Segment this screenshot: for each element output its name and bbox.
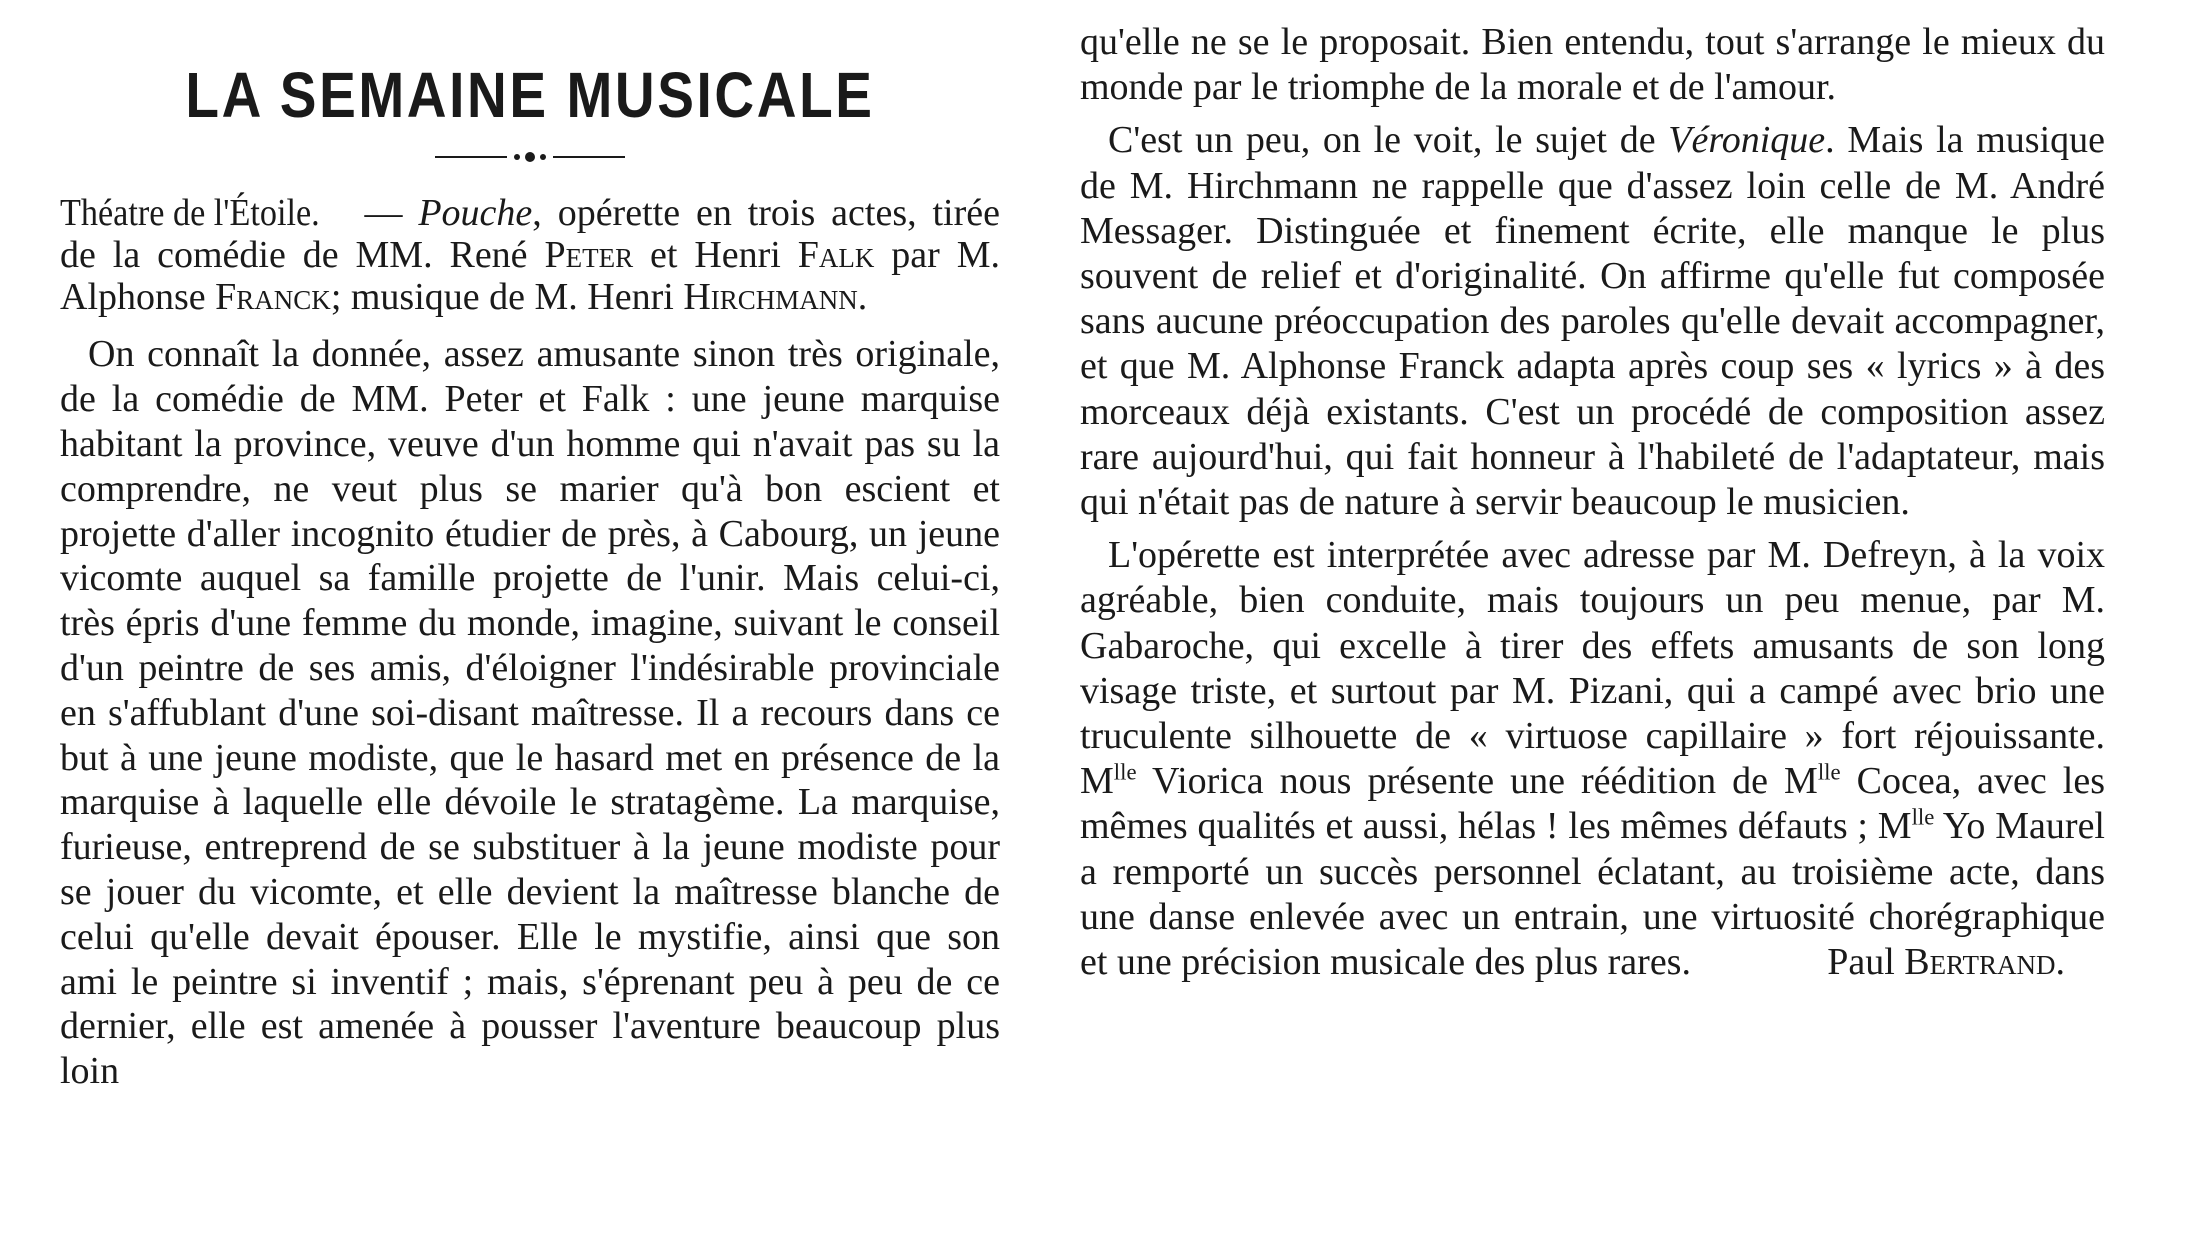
title-abbreviation: lle — [1911, 804, 1935, 830]
paragraph-text: C'est un peu, on le voit, le sujet de — [1108, 119, 1669, 162]
left-column — [60, 40, 1000, 1094]
heading-text: . — [857, 276, 868, 319]
heading-text: ; musique de M. Henri — [330, 276, 684, 319]
review-heading — [60, 192, 1000, 318]
cast-paragraph — [1080, 533, 2105, 985]
author-name: Falk — [797, 234, 875, 277]
title-abbreviation: lle — [1817, 759, 1841, 785]
author-signature — [1799, 940, 2065, 985]
paragraph-text: . Mais la musique de M. Hirchmann ne rappelle que d'assez loin celle de M. André Messager. Distinguée et finement écrite, elle manque le plus souvent de relief et d'originalité. On affirme qu'elle fut composée sans aucune préoccupation des paroles qu'elle devait accompagner, et que M. Alphonse Franck adapta après coup ses « lyrics » à des morceaux déjà existants. C'est un procédé de composition assez rare aujourd'hui, qui fait honneur à l'habileté de l'adaptateur, mais qui n'était pas de nature à servir beaucoup le musicien. — [1080, 119, 2105, 524]
signature-last-name: Bertrand — [1904, 941, 2056, 984]
right-column — [1080, 20, 2105, 985]
paragraph-text: L'opérette est interprétée avec adresse par M. Defreyn, à la voix agréable, bien conduite, mais toujours un peu menue, par M. Gabaroche, qui excelle à tirer des effets amusants de son long visage triste, et surtout par M. Pizani, qui a campé avec brio une truculente silhouette de « virtuose capillaire » fort réjouissante. M — [1080, 534, 2105, 803]
work-title: Pouche — [418, 192, 533, 235]
work-reference: Véronique — [1668, 119, 1826, 162]
plot-paragraph: On connaît la donnée, assez amusante sinon très originale, de la comédie de MM. Peter et Falk : une jeune marquise habitant la province, veuve d'un homme qui n'avait pas su la comprendre, ne veut plus se marier qu'à bon escient et projette d'aller incognito étudier de près, à Cabourg, un jeune vicomte auquel sa famille projette de l'unir. Mais celui-ci, très épris d'une femme du monde, imagine, suivant le conseil d'un peintre de ses amis, d'éloigner l'indésirable provinciale en s'affublant d'une soi-disant maîtresse. Il a recours dans ce but à une jeune modiste, que le hasard met en présence de la marquise à laquelle elle dévoile le stratagème. La marquise, furieuse, entreprend de se substituer à la jeune modiste pour se jouer du vicomte, et elle devient la maîtresse blanche de celui qu'elle devait épouser. Elle le mystifie, ainsi que son ami le peintre si inventif ; mais, s'éprenant peu à peu de ce dernier, elle est amenée à pousser l'aventure beaucoup plus loin — [60, 333, 1000, 1093]
paragraph-text: Yo Maurel a remporté un succès personnel éclatant, au troisième acte, dans une danse enlevée avec un entrain, une virtuosité chorégraphique et une précision musicale des plus rares. — [1080, 805, 2105, 984]
librettist-name: Franck — [215, 276, 331, 319]
continued-paragraph: qu'elle ne se le proposait. Bien entendu, tout s'arrange le mieux du monde par le triomphe de la morale et de l'amour. — [1080, 21, 2105, 109]
heading-text: par M. Alphonse — [60, 234, 1001, 319]
venue-name: Théatre de l'Étoile. — [60, 192, 320, 235]
signature-first-name: Paul — [1827, 941, 1905, 984]
heading-text: et Henri — [633, 234, 798, 277]
paragraph-text: Cocea, avec les mêmes qualités et aussi, hélas ! les mêmes défauts ; M — [1080, 760, 2105, 848]
composer-name: Hirchmann — [683, 276, 858, 319]
music-paragraph — [1080, 118, 2105, 525]
signature-period: . — [2055, 941, 2065, 984]
title-abbreviation: lle — [1113, 759, 1137, 785]
heading-dash: — — [348, 192, 419, 235]
heading-text: , opérette en trois actes, tirée de la comédie de MM. René — [60, 192, 1000, 277]
paragraph-text: Viorica nous présente une réédition de M — [1136, 760, 1818, 803]
masthead-title: LA SEMAINE MUSICALE — [185, 59, 875, 131]
author-name: Peter — [544, 234, 634, 277]
ornament-rule — [435, 148, 625, 166]
